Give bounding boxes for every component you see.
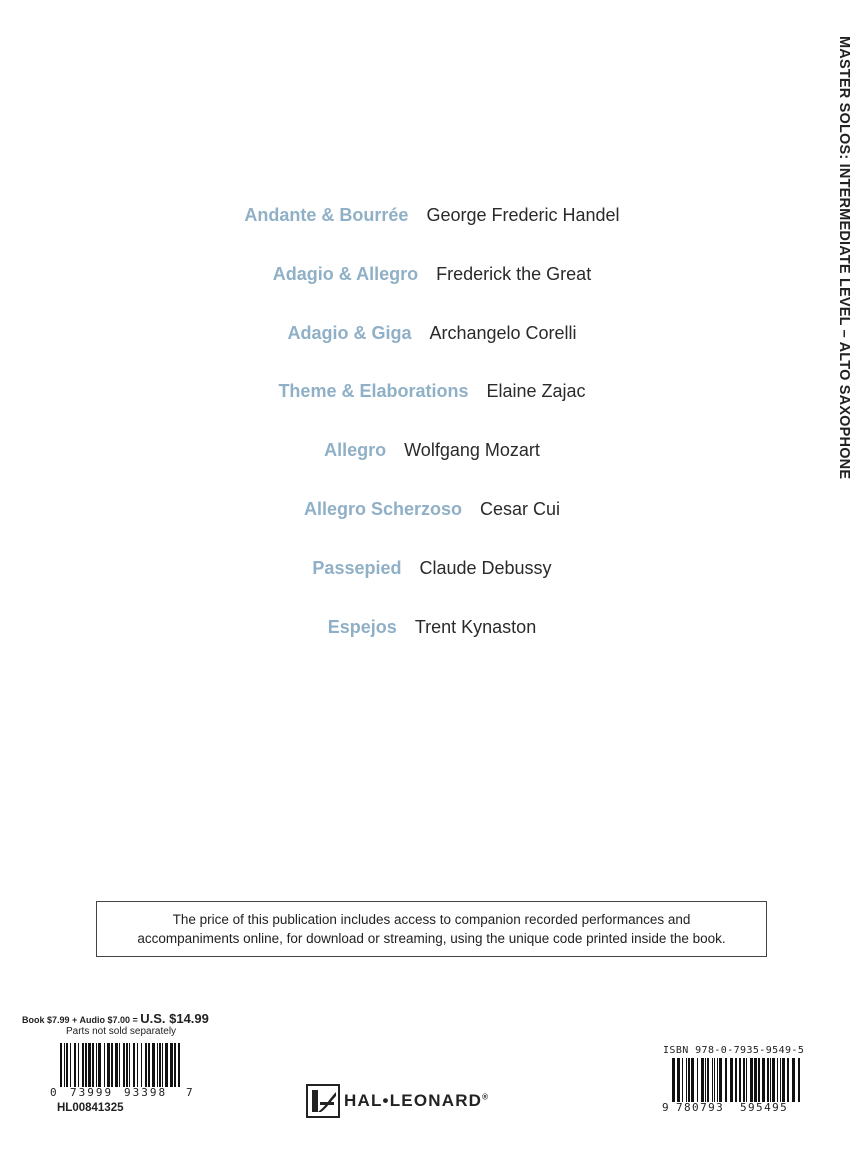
barcode-bar [717,1058,718,1102]
barcode-bar [165,1043,168,1087]
contents-item [0,435,864,494]
barcode-bar [85,1043,87,1087]
barcode-bar [719,1058,722,1102]
contents-item [0,612,864,671]
piece-title: Passepied [312,557,402,578]
upc-left-digit: 0 [50,1086,57,1099]
piece-composer: Archangelo Corelli [429,322,577,343]
barcode-bar [739,1058,741,1102]
barcode-bar [697,1058,698,1102]
piece-title: Allegro Scherzoso [303,498,462,519]
publisher-name-text: HAL•LEONARD [344,1091,483,1110]
barcode-bar [170,1043,173,1087]
isbn-group-1: 780793 [676,1101,725,1114]
notice-line-2: accompaniments online, for download or streaming, using the unique code printed inside the book. [137,931,726,946]
barcode-bar [677,1058,680,1102]
barcode-bar [145,1043,147,1087]
price-breakdown [22,1011,209,1026]
barcode-bar [767,1058,769,1102]
barcode-bar [64,1043,65,1087]
barcode-bar [174,1043,176,1087]
barcode-bar [682,1058,683,1102]
barcode-bar [701,1058,704,1102]
piece-composer: Claude Debussy [419,557,552,578]
barcode-bar [96,1043,97,1087]
upc-group-2: 93398 [124,1086,168,1099]
barcode-bar [758,1058,760,1102]
barcode-bar [129,1043,130,1087]
barcode-bar [705,1058,706,1102]
barcode-bar [60,1043,62,1087]
barcode-bar [70,1043,71,1087]
barcode-bar [137,1043,138,1087]
registered-mark: ® [482,1092,489,1102]
piece-composer: George Frederic Handel [426,205,620,225]
piece-composer: Wolfgang Mozart [404,440,540,461]
piece-composer: Elaine Zajac [486,381,586,402]
contents-item [0,494,864,553]
publisher-name [344,1091,488,1111]
barcode-bar [777,1058,778,1102]
piece-title: Andante & Bourrée [244,205,409,225]
upc-right-digit: 7 [186,1086,193,1099]
barcode-bar [730,1058,733,1102]
barcode-bar [159,1043,161,1087]
barcode-bar [141,1043,142,1087]
barcode-bar [770,1058,771,1102]
contents-item [0,200,864,259]
barcode-bar [111,1043,113,1087]
parts-note: Parts not sold separately [66,1026,177,1037]
isbn-label: ISBN 978-0-7935-9549-5 [663,1045,805,1056]
item-code: HL00841325 [57,1102,124,1114]
barcode-bar [66,1043,68,1087]
contents-item [0,376,864,435]
notice-line-1: The price of this publication includes access to companion recorded performances and [172,912,691,927]
upc-barcode [60,1043,182,1087]
barcode-bar [107,1043,110,1087]
piece-composer: Trent Kynaston [414,616,537,637]
barcode-bar [133,1043,135,1087]
barcode-bar [754,1058,757,1102]
publisher-logo [306,1084,488,1118]
contents-item [0,318,864,377]
barcode-bar [123,1043,125,1087]
barcode-bar [74,1043,76,1087]
barcode-bar [152,1043,155,1087]
isbn-barcode [672,1058,800,1102]
piece-composer: Cesar Cui [480,498,561,519]
isbn-group-2: 595495 [740,1101,789,1114]
barcode-bar [119,1043,120,1087]
spine-title: MASTER SOLOS: INTERMEDIATE LEVEL – ALTO SAXOPHONE [836,36,852,480]
barcode-bar [762,1058,765,1102]
barcode-bar [725,1058,727,1102]
barcode-bar [750,1058,753,1102]
barcode-bar [82,1043,84,1087]
barcode-bar [792,1058,795,1102]
barcode-bar [712,1058,713,1102]
contents-item [0,553,864,612]
barcode-bar [88,1043,91,1087]
barcode-bar [78,1043,79,1087]
barcode-bar [782,1058,785,1102]
piece-title: Adagio & Giga [287,322,412,343]
barcode-bar [743,1058,745,1102]
barcode-bar [104,1043,105,1087]
piece-title: Theme & Elaborations [278,381,469,402]
barcode-bar [148,1043,150,1087]
barcode-bar [707,1058,709,1102]
barcode-bar [115,1043,118,1087]
piece-composer: Frederick the Great [436,263,592,284]
hal-leonard-logo-icon [306,1084,340,1118]
barcode-bar [735,1058,737,1102]
barcode-bar [672,1058,675,1102]
price-total: U.S. $14.99 [140,1011,209,1026]
barcode-bar [688,1058,690,1102]
barcode-bar [787,1058,789,1102]
barcode-bar [691,1058,694,1102]
barcode-bar [686,1058,687,1102]
barcode-bar [126,1043,128,1087]
barcode-bar [746,1058,747,1102]
barcode-bar [178,1043,180,1087]
price-components: Book $7.99 + Audio $7.00 = [22,1015,141,1025]
piece-title: Allegro [324,440,387,461]
barcode-bar [157,1043,158,1087]
contents-list [0,200,864,670]
barcode-bar [92,1043,94,1087]
barcode-bar [772,1058,775,1102]
barcode-bar [780,1058,781,1102]
barcode-bar [798,1058,800,1102]
barcode-bar [162,1043,163,1087]
piece-title: Adagio & Allegro [272,263,419,284]
piece-title: Espejos [327,616,397,637]
isbn-first-digit: 9 [662,1101,669,1114]
contents-item [0,259,864,318]
upc-group-1: 73999 [70,1086,114,1099]
barcode-bar [98,1043,101,1087]
barcode-bar [714,1058,715,1102]
audio-access-notice [96,901,767,957]
